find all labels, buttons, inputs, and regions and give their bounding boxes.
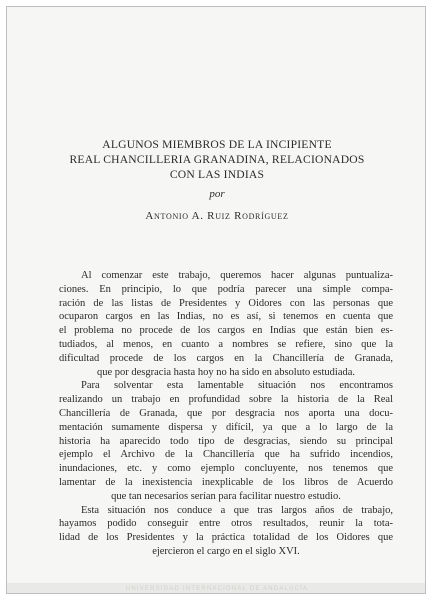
paragraph [59,269,393,379]
text-line: ejercieron el cargo en el siglo XVI. [152,545,300,557]
text-line: mentación sumamente dispersa y difícil, ya que a lo largo de la [59,421,393,433]
text-line: Esta situación nos conduce a que tras largos años de trabajo, [81,504,393,516]
author-name: Antonio A. Ruiz Rodríguez [145,210,289,222]
text-line: ciones. En principio, lo que podría parecer una simple compa- [59,283,393,295]
text-line: Para solventar esta lamentable situación nos encontramos [81,380,393,392]
text-line: ejemplo el Archivo de la Chancillería que ha sufrido incendios, [59,449,393,461]
text-line: ocuparon cargos en las Indias, no es así, si tenemos en cuenta que [59,311,393,323]
title-line: CON LAS INDIAS [169,168,265,181]
text-line: lidad de los Presidentes y la práctica totalidad de los Oidores que [59,532,393,544]
paragraph [59,504,393,559]
text-line: historia ha aparecido todo tipo de desgracias, siendo su principal [59,435,393,447]
text-line: realizando un trabajo en profundidad sobre la historia de la Real [59,394,393,406]
text-line: inundaciones, etc. y como ejemplo concluyente, nos tenemos que [59,463,393,475]
article-body [59,269,393,559]
paragraph [59,379,393,503]
text-line: hayamos podido conseguir entre otros resultados, reunir la tota- [59,518,393,530]
document-page [6,6,426,594]
watermark: UNIVERSIDAD INTERNACIONAL DE ANDALUCÍA [125,586,309,592]
text-line: Al comenzar este trabajo, queremos hacer algunas puntualiza- [81,270,393,281]
byline-prefix: por [209,188,225,200]
title-line: REAL CHANCILLERIA GRANADINA, RELACIONADOS [69,153,365,166]
text-line: lamentar de la inexistencia inexplicable de los libros de Acuerdo [59,476,393,488]
text-line: que tan necesarios serían para facilitar nuestro estudio. [111,490,341,502]
text-line: Chancillería de Granada, que por desgracia nos aporta una docu- [59,407,393,419]
text-line: el problema no procede de los cargos en Indias que están bien es- [59,325,393,337]
article-title [47,137,387,182]
text-line: dificultad procede de los cargos en la Chancillería de Granada, [59,352,393,364]
text-line: tudiados, al menos, en cuanto a nombres se refiere, sino que la [59,338,393,350]
title-line: ALGUNOS MIEMBROS DE LA INCIPIENTE [102,138,332,151]
text-line: ración de las listas de Presidentes y Oidores con las personas que [59,297,393,309]
text-line: que por desgracia hasta hoy no ha sido en absoluto estudiada. [96,366,356,378]
